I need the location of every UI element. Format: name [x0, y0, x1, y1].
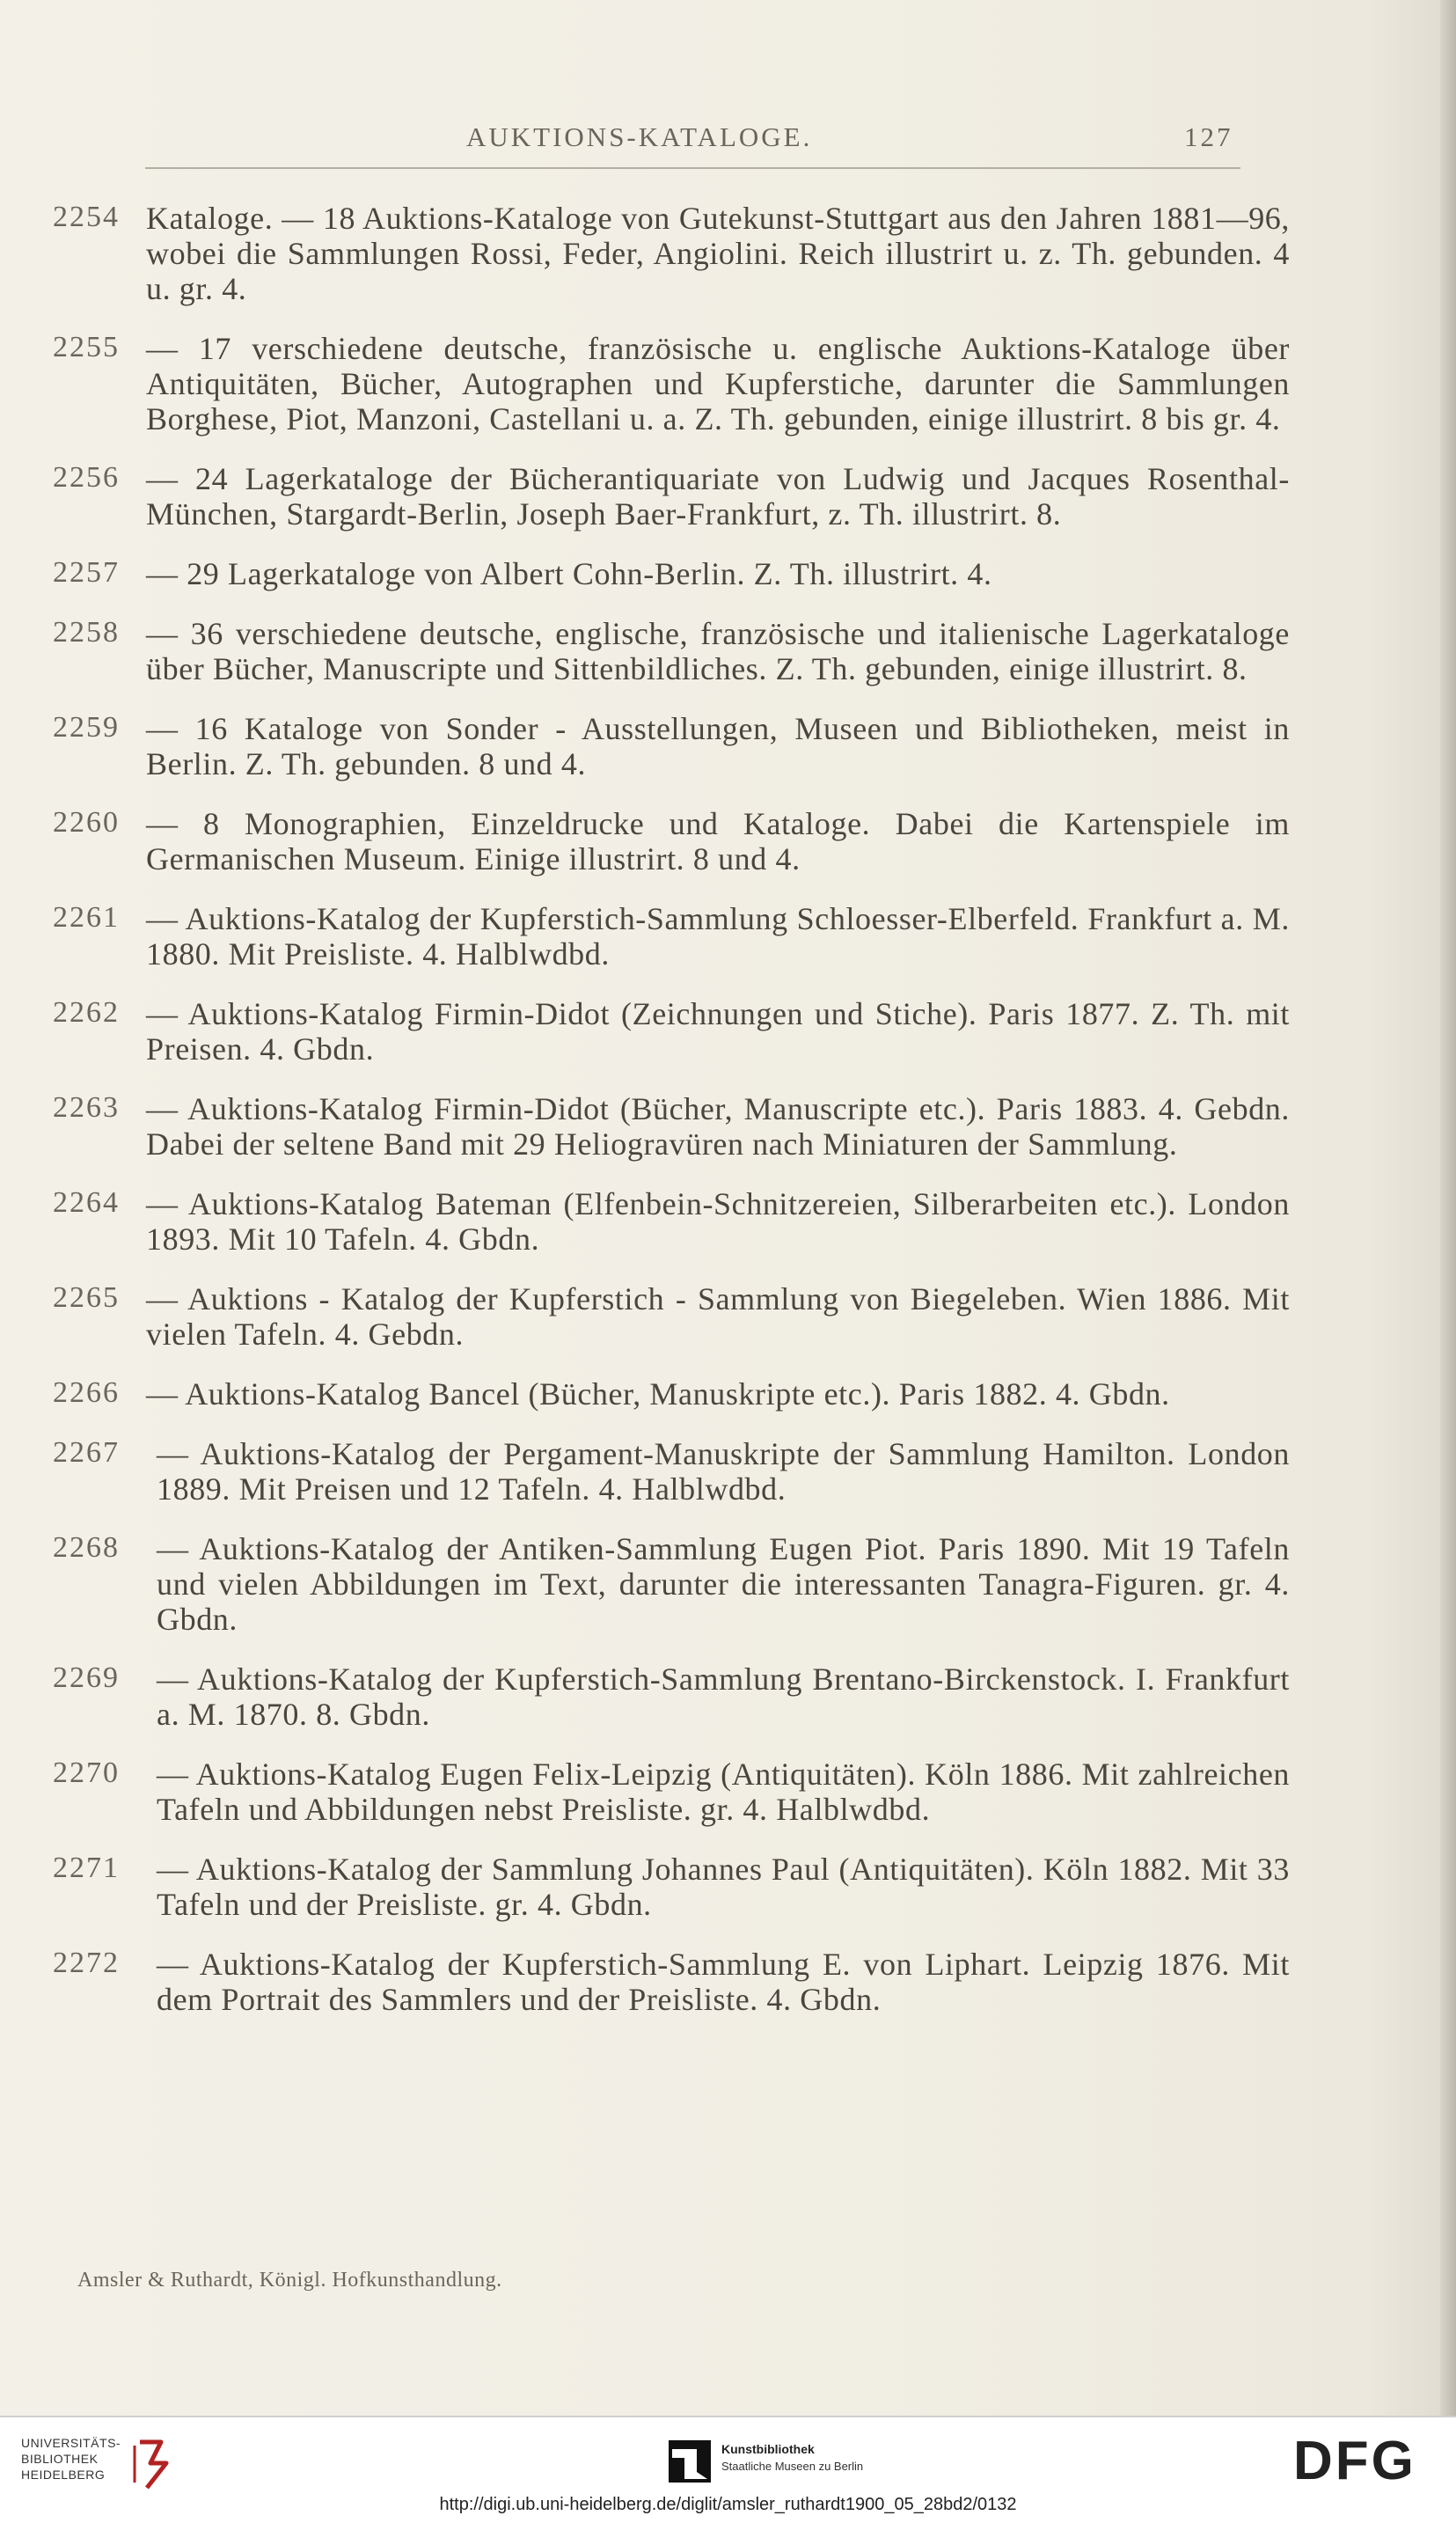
- entry-number: 2267: [53, 1436, 120, 1469]
- entry-text: — Auktions - Katalog der Kupferstich - Sammlung von Biegeleben. Wien 1886. Mit vielen Tafeln. 4. Gebdn.: [146, 1281, 1290, 1352]
- publisher-imprint: Amsler & Ruthardt, Königl. Hofkunsthandlung.: [77, 2269, 502, 2292]
- entry-number: 2256: [53, 461, 120, 494]
- page-number: 127: [1184, 121, 1233, 152]
- ub-line-3: HEIDELBERG: [21, 2468, 106, 2482]
- header-rule: [145, 167, 1240, 169]
- ub-line-2: BIBLIOTHEK: [21, 2452, 99, 2466]
- entry-text: — Auktions-Katalog Eugen Felix-Leipzig (Antiquitäten). Köln 1886. Mit zahlreichen Tafeln und Abbildungen nebst Preisliste. gr. 4. Halblwdbd.: [157, 1757, 1290, 1827]
- catalog-entry: [53, 331, 1290, 436]
- entry-number: 2257: [53, 556, 120, 589]
- entry-number: 2263: [53, 1091, 120, 1124]
- kunstbibliothek-subtitle: Staatliche Museen zu Berlin: [721, 2460, 864, 2473]
- entry-text: — Auktions-Katalog Firmin-Didot (Bücher, Manuscripte etc.). Paris 1883. 4. Gebdn. Dabei der seltene Band mit 29 Heliogravüren nach Miniaturen der Sammlung.: [146, 1091, 1290, 1162]
- entry-text: Kataloge. — 18 Auktions-Kataloge von Gutekunst-Stuttgart aus den Jahren 1881—96, wobei die Sammlungen Rossi, Feder, Angiolini. Reich illustrirt u. z. Th. gebunden. 4 u. gr. 4.: [146, 201, 1290, 306]
- ub-emblem-icon: [131, 2437, 177, 2491]
- kunstbibliothek-logo[interactable]: [667, 2439, 948, 2491]
- entry-text: — 17 verschiedene deutsche, französische u. englische Auktions-Kataloge über Antiquitäten, Bücher, Autographen und Kupferstiche, darunter die Sammlungen Borghese, Piot, Manzoni, Castellani u. a. Z. Th. gebunden, einige illustrirt. 8 bis gr. 4.: [146, 331, 1290, 436]
- entry-number: 2260: [53, 806, 120, 839]
- entry-number: 2262: [53, 996, 120, 1029]
- catalog-entry: [53, 806, 1290, 876]
- catalog-entry: [53, 1281, 1290, 1352]
- entry-number: 2258: [53, 616, 120, 649]
- catalog-entries: [53, 201, 1290, 2042]
- catalog-entry: [53, 1757, 1290, 1827]
- entry-text: — Auktions-Katalog Bancel (Bücher, Manuskripte etc.). Paris 1882. 4. Gbdn.: [146, 1376, 1170, 1412]
- catalog-entry: [53, 711, 1290, 781]
- catalog-entry: [53, 901, 1290, 972]
- entry-number: 2264: [53, 1186, 120, 1219]
- entry-text: — 29 Lagerkataloge von Albert Cohn-Berlin. Z. Th. illustrirt. 4.: [146, 556, 992, 591]
- running-head: AUKTIONS-KATALOGE.: [466, 121, 813, 152]
- catalog-entry: [53, 556, 1249, 591]
- page-edge-shadow: [1440, 0, 1456, 2416]
- entry-text: — Auktions-Katalog der Pergament-Manuskripte der Sammlung Hamilton. London 1889. Mit Preisen und 12 Tafeln. 4. Halblwdbd.: [157, 1436, 1290, 1507]
- ub-line-1: UNIVERSITÄTS-: [21, 2436, 121, 2450]
- entry-number: 2270: [53, 1757, 120, 1789]
- entry-number: 2272: [53, 1947, 120, 1979]
- catalog-entry: [53, 1947, 1290, 2017]
- kunstbibliothek-title: Kunstbibliothek: [721, 2442, 815, 2456]
- entry-number: 2271: [53, 1852, 120, 1884]
- catalog-entry: [53, 1531, 1290, 1637]
- entry-number: 2259: [53, 711, 120, 744]
- entry-text: — Auktions-Katalog der Kupferstich-Sammlung Schloesser-Elberfeld. Frankfurt a. M. 1880. Mit Preisliste. 4. Halblwdbd.: [146, 901, 1290, 972]
- entry-number: 2266: [53, 1376, 120, 1409]
- catalog-entry: [53, 1436, 1290, 1507]
- entry-text: — Auktions-Katalog Bateman (Elfenbein-Schnitzereien, Silberarbeiten etc.). London 1893. Mit 10 Tafeln. 4. Gbdn.: [146, 1186, 1290, 1257]
- catalog-entry: [53, 996, 1290, 1067]
- entry-number: 2261: [53, 901, 120, 934]
- entry-text: — 8 Monographien, Einzeldrucke und Kataloge. Dabei die Kartenspiele im Germanischen Museum. Einige illustrirt. 8 und 4.: [146, 806, 1290, 876]
- catalog-entry: [53, 616, 1290, 686]
- entry-text: — 24 Lagerkataloge der Bücherantiquariate von Ludwig und Jacques Rosenthal-München, Stargardt-Berlin, Joseph Baer-Frankfurt, z. Th. illustrirt. 8.: [146, 461, 1290, 532]
- entry-number: 2265: [53, 1281, 120, 1314]
- entry-text: — 16 Kataloge von Sonder - Ausstellungen, Museen und Bibliotheken, meist in Berlin. Z. Th. gebunden. 8 und 4.: [146, 711, 1290, 781]
- entry-text: — Auktions-Katalog der Kupferstich-Sammlung Brentano-Birckenstock. I. Frankfurt a. M. 1870. 8. Gbdn.: [157, 1661, 1290, 1732]
- catalog-entry: [53, 1661, 1290, 1732]
- entry-text: — 36 verschiedene deutsche, englische, französische und italienische Lagerkataloge über Bücher, Manuscripte und Sittenbildliches. Z. Th. gebunden, einige illustrirt. 8.: [146, 616, 1290, 686]
- entry-text: — Auktions-Katalog der Antiken-Sammlung Eugen Piot. Paris 1890. Mit 19 Tafeln und vielen Abbildungen im Text, darunter die interessanten Tanagra-Figuren. gr. 4. Gbdn.: [157, 1531, 1290, 1637]
- entry-text: — Auktions-Katalog der Sammlung Johannes Paul (Antiquitäten). Köln 1882. Mit 33 Tafeln und der Preisliste. gr. 4. Gbdn.: [157, 1852, 1290, 1922]
- kunstbibliothek-emblem-icon: [667, 2439, 713, 2484]
- catalog-entry: [53, 201, 1290, 306]
- catalog-entry: [53, 1852, 1290, 1922]
- entry-number: 2269: [53, 1661, 120, 1694]
- entry-text: — Auktions-Katalog der Kupferstich-Sammlung E. von Liphart. Leipzig 1876. Mit dem Portrait des Sammlers und der Preisliste. 4. Gbdn.: [157, 1947, 1290, 2017]
- dfg-logo[interactable]: DFG: [1293, 2431, 1416, 2491]
- catalog-entry: [53, 1091, 1290, 1162]
- viewer-footer-bar: [0, 2416, 1456, 2523]
- permalink-url[interactable]: http://digi.ub.uni-heidelberg.de/diglit/amsler_ruthardt1900_05_28bd2/0132: [439, 2495, 1017, 2514]
- entry-number: 2268: [53, 1531, 120, 1564]
- catalog-entry: [53, 1186, 1290, 1257]
- entry-number: 2254: [53, 201, 120, 233]
- catalog-entry: [53, 1376, 1249, 1412]
- entry-text: — Auktions-Katalog Firmin-Didot (Zeichnungen und Stiche). Paris 1877. Z. Th. mit Preisen. 4. Gbdn.: [146, 996, 1290, 1067]
- ub-heidelberg-logo[interactable]: [21, 2435, 188, 2497]
- catalog-entry: [53, 461, 1290, 532]
- ub-heidelberg-wordmark: [21, 2435, 135, 2483]
- entry-number: 2255: [53, 331, 120, 363]
